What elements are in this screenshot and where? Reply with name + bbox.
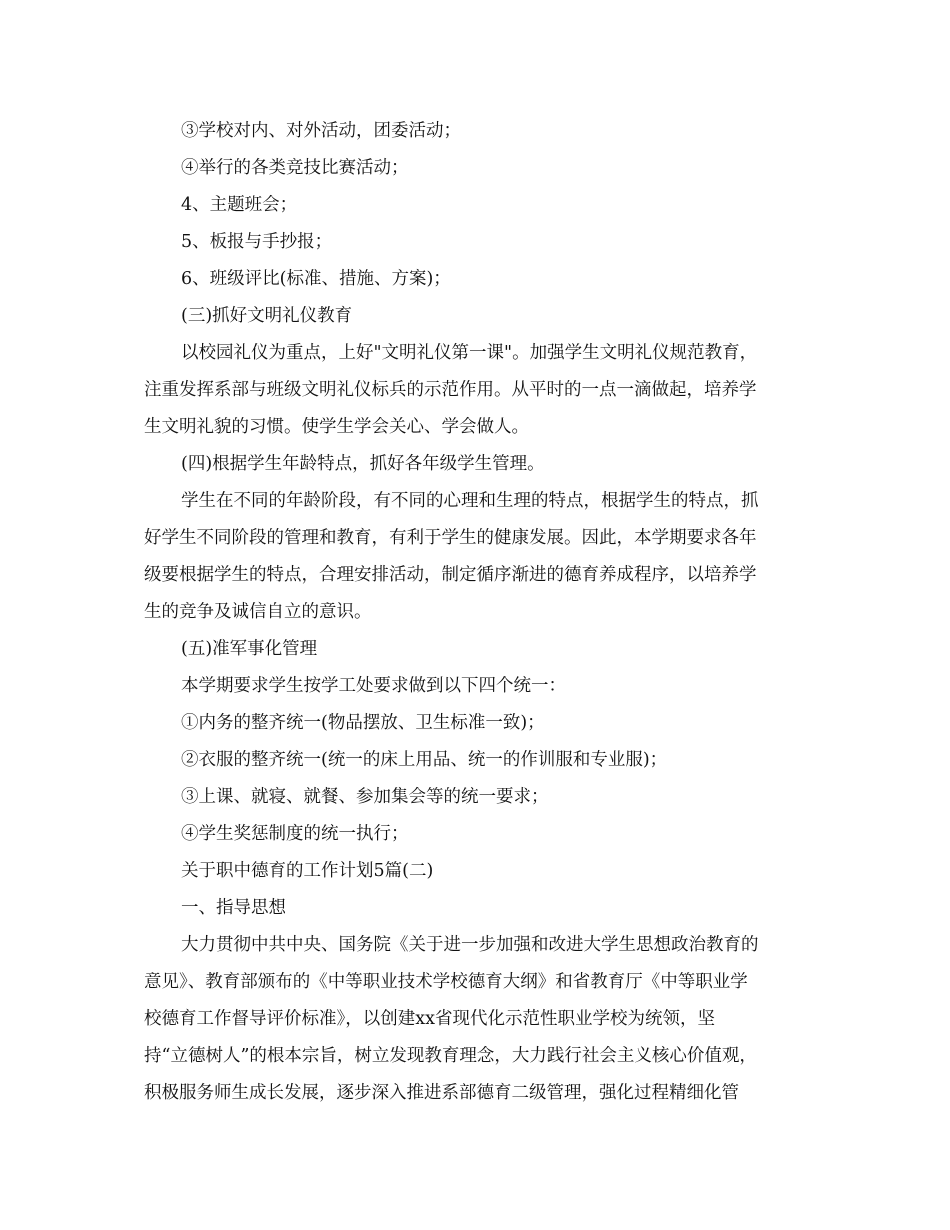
text-line: ④学生奖惩制度的统一执行； <box>181 824 409 844</box>
text-line: 学生在不同的年龄阶段，有不同的心理和生理的特点，根据学生的特点，抓 <box>181 491 759 511</box>
text-line: 生的竞争及诚信自立的意识。 <box>144 602 372 622</box>
text-line: (四)根据学生年龄特点，抓好各年级学生管理。 <box>181 454 545 474</box>
text-line: 5、板报与手抄报； <box>181 232 333 252</box>
text-line: 好学生不同阶段的管理和教育，有利于学生的健康发展。因此，本学期要求各年 <box>144 528 757 548</box>
text-line: ③学校对内、对外活动，团委活动； <box>181 121 461 141</box>
text-line: 关于职中德育的工作计划5篇(二) <box>181 861 434 881</box>
text-line: (三)抓好文明礼仪教育 <box>181 306 353 326</box>
document-body <box>144 113 804 1112</box>
text-line: 积极服务师生成长发展，逐步深入推进系部德育二级管理，强化过程精细化管 <box>144 1083 739 1103</box>
text-line: 校德育工作督导评价标准》，以创建xx省现代化示范性职业学校为统领，坚 <box>144 1009 715 1029</box>
text-line: 大力贯彻中共中央、国务院《关于进一步加强和改进大学生思想政治教育的 <box>181 935 759 955</box>
text-line: (五)准军事化管理 <box>181 639 318 659</box>
text-line: 本学期要求学生按学工处要求做到以下四个统一： <box>181 676 566 696</box>
text-line: 级要根据学生的特点，合理安排活动，制定循序渐进的德育养成程序，以培养学 <box>144 565 757 585</box>
text-line: 4、主题班会； <box>181 195 298 215</box>
text-line: 生文明礼貌的习惯。使学生学会关心、学会做人。 <box>144 417 529 437</box>
text-line: 一、指导思想 <box>181 898 286 918</box>
text-line: ①内务的整齐统一(物品摆放、卫生标准一致)； <box>181 713 545 733</box>
text-line: ④举行的各类竞技比赛活动； <box>181 158 409 178</box>
text-line: 意见》、教育部颁布的《中等职业技术学校德育大纲》和省教育厅《中等职业学 <box>144 972 748 992</box>
text-line: 注重发挥系部与班级文明礼仪标兵的示范作用。从平时的一点一滴做起，培养学 <box>144 380 757 400</box>
text-line: 6、班级评比(标准、措施、方案)； <box>181 269 451 289</box>
text-line: 持“立德树人”的根本宗旨，树立发现教育理念，大力践行社会主义核心价值观， <box>144 1046 757 1066</box>
text-line: ②衣服的整齐统一(统一的床上用品、统一的作训服和专业服)； <box>181 750 668 770</box>
text-line: ③上课、就寝、就餐、参加集会等的统一要求； <box>181 787 549 807</box>
text-line: 以校园礼仪为重点，上好"文明礼仪第一课"。加强学生文明礼仪规范教育， <box>181 343 758 363</box>
